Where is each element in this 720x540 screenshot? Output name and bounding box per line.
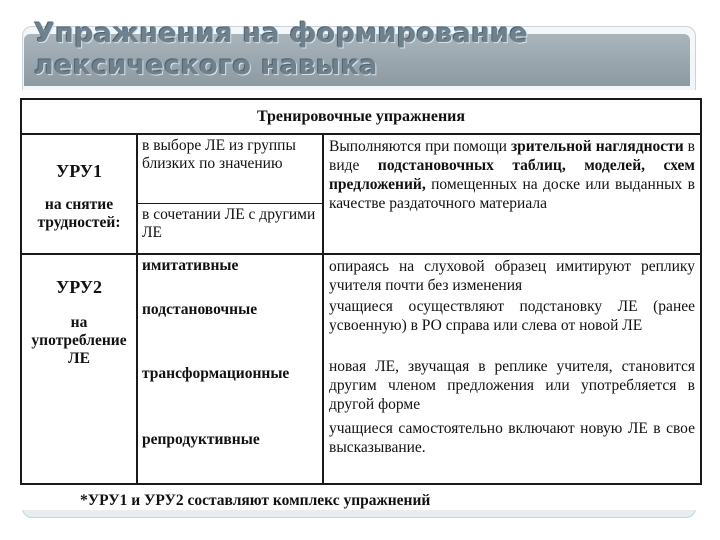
description-item: опираясь на слуховой образец имитируют реплику учителя почти без изменения <box>329 258 695 294</box>
description-bold: подстановочных таблиц, моделей, схем предложений, <box>329 157 695 193</box>
type-item: трансформационные <box>142 365 290 382</box>
row-code: УРУ2 <box>56 277 102 297</box>
row-description-cell <box>324 255 700 483</box>
row-code: УРУ1 <box>56 161 102 181</box>
description-item: учащиеся осуществляют подстановку ЛЕ (ранее усвоенную) в РО справа или слева от новой ЛЕ <box>329 298 695 334</box>
type-item: в выборе ЛЕ из группы близких по значению <box>142 137 296 172</box>
description-text: Выполняются при помощи <box>329 138 511 155</box>
slide-title-line-2: лексического навыка <box>34 50 378 81</box>
row-types-cell <box>138 255 324 483</box>
description-item: новая ЛЕ, звучащая в реплике учителя, становится другим членом предложения или употребляется в другой форме <box>329 358 695 413</box>
description-bold: зрительной наглядности <box>510 138 684 155</box>
footnote: *УРУ1 и УРУ2 составляют комплекс упражнений <box>80 492 431 509</box>
type-item: имитативные <box>142 257 239 274</box>
description-text: помещенных на доске или выданных в качестве раздаточного материала <box>329 176 695 212</box>
row-types-cell <box>138 135 324 253</box>
row-description-cell <box>324 135 700 253</box>
exercise-table-image <box>12 90 718 510</box>
row-label-cell <box>22 255 138 483</box>
row-purpose: на употребление ЛЕ <box>31 314 127 367</box>
slide-title-line-1: Упражнения на формирование <box>34 18 528 49</box>
table-header: Тренировочные упражнения <box>22 100 700 135</box>
table-row-uru1 <box>22 135 700 255</box>
type-item: в сочетании ЛЕ с другими ЛЕ <box>138 203 322 244</box>
row-label-cell <box>22 135 138 253</box>
description-item: учащиеся самостоятельно включают новую ЛЕ в свое высказывание. <box>329 420 695 456</box>
description-text: в виде <box>329 138 695 174</box>
row-purpose: на снятие трудностей: <box>37 196 121 231</box>
table-row-uru2 <box>22 255 700 483</box>
exercise-table <box>20 98 702 485</box>
slide-title <box>34 18 528 82</box>
type-item: подстановочные <box>142 301 258 318</box>
type-item: репродуктивные <box>142 431 260 448</box>
